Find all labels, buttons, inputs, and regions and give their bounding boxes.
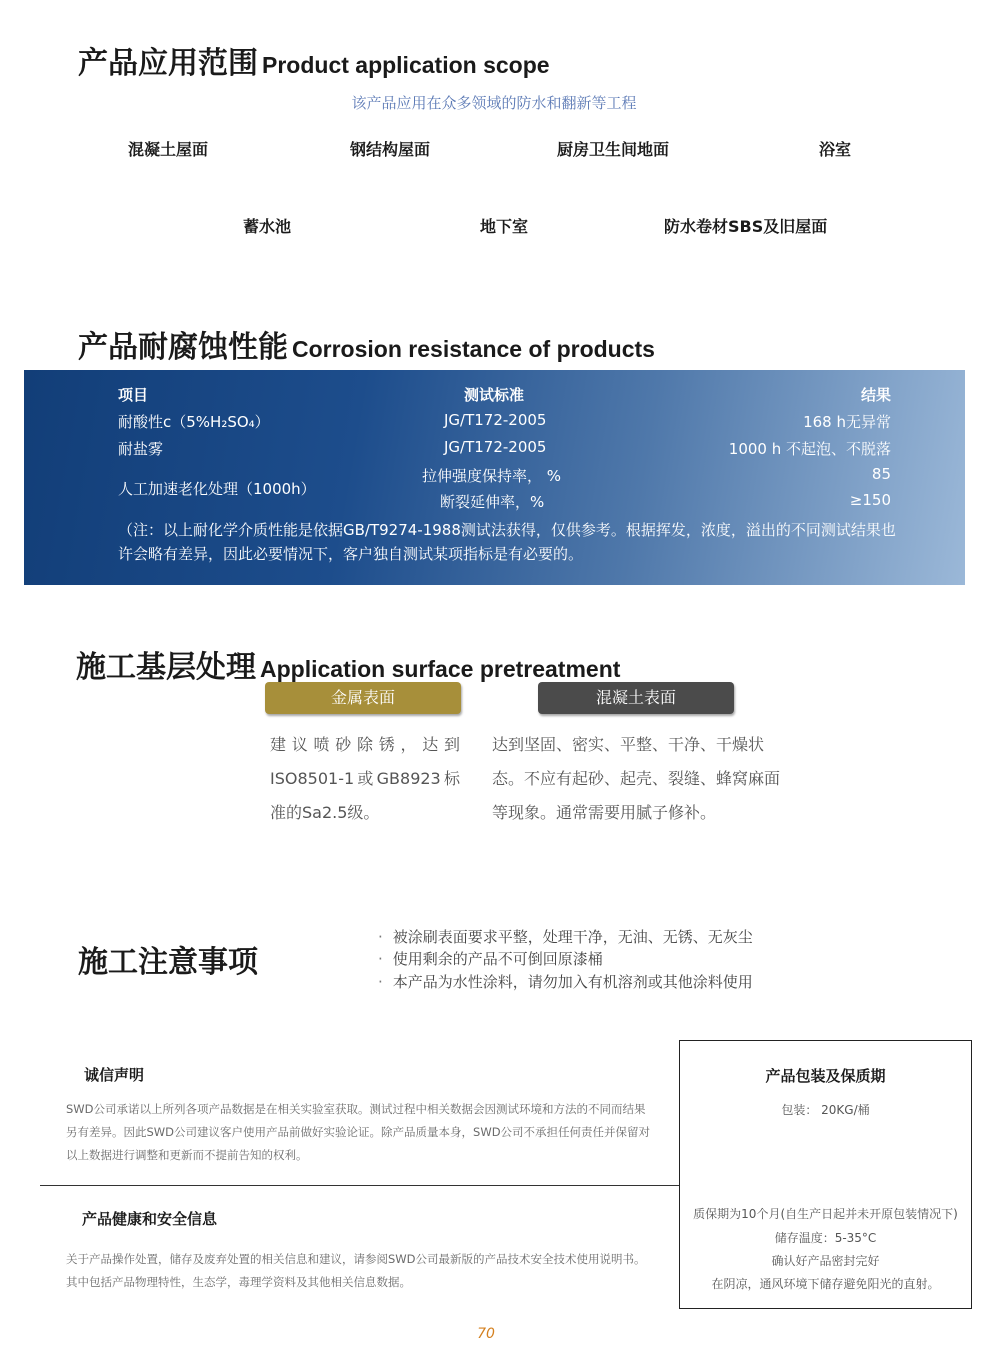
corrosion-note: （注：以上耐化学介质性能是依据GB/T9274-1988测试法获得，仅供参考。根据挥发，浓度，溢出的不同测试结果也许会略有差异，因此必要情况下，客户独自测试某项指标是有必要的。 bbox=[118, 521, 896, 563]
shelf-life: 质保期为10个月(自生产日起并未开原包装情况下) bbox=[693, 1207, 958, 1221]
scope-item: 厨房卫生间地面 bbox=[557, 140, 670, 159]
header-standard: 测试标准 bbox=[464, 386, 525, 404]
row-item-acid: 耐酸性c（5%H₂SO₄） bbox=[118, 413, 270, 431]
notes-bullet bbox=[378, 971, 753, 993]
corrosion-title-en: Corrosion resistance of products bbox=[292, 336, 655, 362]
corrosion-table bbox=[24, 370, 965, 585]
safety-title: 产品健康和安全信息 bbox=[82, 1210, 218, 1228]
row-result-acid: 168 h无异常 bbox=[803, 413, 891, 431]
metal-surface-label: 金属表面 bbox=[265, 682, 461, 714]
corrosion-title bbox=[78, 322, 655, 366]
row-standard-tensile: 拉伸强度保持率， % bbox=[422, 467, 562, 485]
scope-title-en: Product application scope bbox=[262, 52, 550, 78]
row-standard-acid: JG/T172-2005 bbox=[444, 411, 547, 429]
row-standard-elongation: 断裂延伸率，% bbox=[440, 493, 545, 511]
bullet-text: 本产品为水性涂料，请勿加入有机溶剂或其他涂料使用 bbox=[392, 973, 753, 991]
safety-text: 关于产品操作处置，储存及废弃处置的相关信息和建议，请参阅SWD公司最新版的产品技术安全技术使用说明书。其中包括产品物理特性，生态学，毒理学资料及其他相关信息数据。 bbox=[66, 1252, 646, 1289]
bullet-mark: · bbox=[378, 928, 383, 946]
bullet-mark: · bbox=[378, 973, 383, 991]
notes-bullet bbox=[378, 926, 753, 948]
section-divider bbox=[40, 1185, 679, 1186]
row-result-salt: 1000 h 不起泡、不脱落 bbox=[728, 440, 891, 458]
packaging-box bbox=[679, 1040, 972, 1309]
row-result-tensile: 85 bbox=[871, 465, 891, 483]
notes-title: 施工注意事项 bbox=[78, 945, 258, 980]
pretreatment-title-en: Application surface pretreatment bbox=[260, 656, 621, 682]
scope-item: 钢结构屋面 bbox=[350, 140, 431, 159]
packaging-title: 产品包装及保质期 bbox=[765, 1067, 886, 1085]
scope-item: 混凝土屋面 bbox=[128, 140, 209, 159]
header-item: 项目 bbox=[118, 386, 149, 404]
page-number: 70 bbox=[477, 1326, 495, 1342]
storage-temp: 储存温度：5-35°C bbox=[774, 1231, 877, 1245]
scope-item: 蓄水池 bbox=[243, 217, 292, 236]
corrosion-title-cn: 产品耐腐蚀性能 bbox=[78, 330, 288, 365]
row-result-elongation: ≥150 bbox=[849, 491, 891, 509]
concrete-surface-text: 达到坚固、密实、平整、干净、干燥状态。不应有起砂、起壳、裂缝、蜂窝麻面等现象。通常需要用腻子修补。 bbox=[492, 735, 781, 822]
bullet-text: 被涂刷表面要求平整，处理干净，无油、无锈、无灰尘 bbox=[392, 928, 753, 946]
scope-item: 浴室 bbox=[819, 140, 852, 159]
scope-title-cn: 产品应用范围 bbox=[78, 46, 258, 81]
scope-item: 防水卷材SBS及旧屋面 bbox=[664, 217, 828, 236]
integrity-text: SWD公司承诺以上所列各项产品数据是在相关实验室获取。测试过程中相关数据会因测试环境和方法的不同而结果另有差异。因此SWD公司建议客户使用产品前做好实验论证。除产品质量本身，SWD公司不承担任何责任并保留对以上数据进行调整和更新而不提前告知的权利。 bbox=[66, 1102, 651, 1162]
row-standard-salt: JG/T172-2005 bbox=[444, 438, 547, 456]
header-result: 结果 bbox=[860, 386, 891, 404]
scope-title bbox=[78, 38, 550, 82]
pretreatment-title bbox=[76, 642, 620, 686]
integrity-title: 诚信声明 bbox=[84, 1066, 145, 1084]
row-item-salt: 耐盐雾 bbox=[118, 440, 164, 458]
pretreatment-title-cn: 施工基层处理 bbox=[76, 650, 256, 685]
row-item-aging: 人工加速老化处理（1000h） bbox=[118, 480, 316, 498]
notes-bullet bbox=[378, 948, 603, 970]
packaging-spec: 包装： 20KG/桶 bbox=[781, 1103, 870, 1117]
sealed-note: 确认好产品密封完好 bbox=[771, 1254, 880, 1268]
bullet-mark: · bbox=[378, 950, 383, 968]
metal-surface-text: 建议喷砂除锈，达到ISO8501-1或GB8923标准的Sa2.5级。 bbox=[270, 735, 460, 822]
concrete-surface-label: 混凝土表面 bbox=[538, 682, 734, 714]
bullet-text: 使用剩余的产品不可倒回原漆桶 bbox=[392, 950, 603, 968]
scope-item: 地下室 bbox=[480, 217, 529, 236]
scope-subtitle: 该产品应用在众多领域的防水和翻新等工程 bbox=[351, 94, 637, 112]
storage-location: 在阴凉，通风环境下储存避免阳光的直射。 bbox=[711, 1277, 940, 1291]
